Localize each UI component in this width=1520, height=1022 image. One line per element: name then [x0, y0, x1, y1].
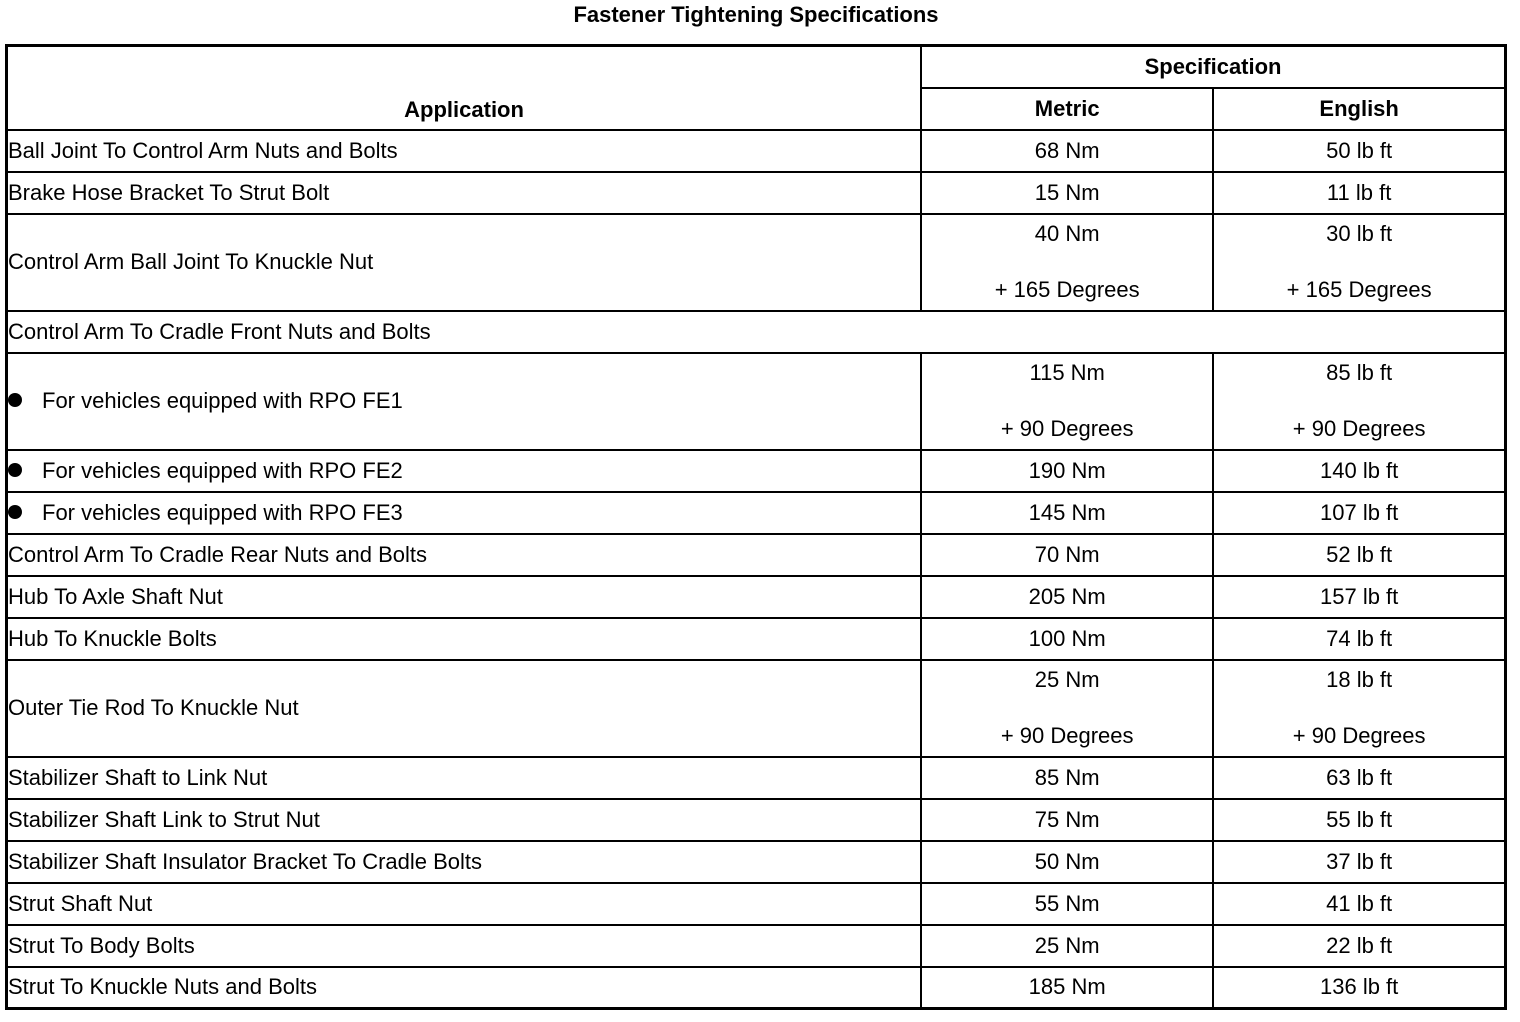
application-cell: Strut To Body Bolts — [7, 925, 922, 967]
english-cell: 74 lb ft — [1213, 618, 1505, 660]
english-cell: 140 lb ft — [1213, 450, 1505, 492]
english-cell: 11 lb ft — [1213, 172, 1505, 214]
metric-extra: + 90 Degrees — [1000, 416, 1134, 441]
table-row — [7, 967, 1506, 1009]
application-cell: Control Arm Ball Joint To Knuckle Nut — [7, 214, 922, 311]
application-cell: Stabilizer Shaft to Link Nut — [7, 757, 922, 799]
metric-cell: 25 Nm — [921, 925, 1213, 967]
header-application: Application — [7, 46, 922, 130]
english-value: 30 lb ft — [1326, 221, 1393, 246]
metric-cell: 205 Nm — [921, 576, 1213, 618]
header-row-top — [7, 46, 1506, 88]
application-cell — [7, 450, 922, 492]
english-extra: + 90 Degrees — [1292, 723, 1426, 748]
english-extra: + 90 Degrees — [1292, 416, 1426, 441]
english-cell — [1213, 660, 1505, 757]
bullet-icon — [8, 463, 22, 477]
application-cell: Strut Shaft Nut — [7, 883, 922, 925]
bullet-icon — [8, 393, 22, 407]
bullet-icon — [8, 505, 22, 519]
english-cell — [1213, 214, 1505, 311]
metric-cell: 190 Nm — [921, 450, 1213, 492]
metric-cell: 70 Nm — [921, 534, 1213, 576]
metric-cell: 15 Nm — [921, 172, 1213, 214]
metric-cell: 185 Nm — [921, 967, 1213, 1009]
header-metric: Metric — [921, 88, 1213, 130]
english-cell: 41 lb ft — [1213, 883, 1505, 925]
table-row — [7, 534, 1506, 576]
page-title: Fastener Tightening Specifications — [573, 2, 939, 27]
table-row — [7, 841, 1506, 883]
application-text: For vehicles equipped with RPO FE3 — [42, 499, 403, 525]
application-cell: Outer Tie Rod To Knuckle Nut — [7, 660, 922, 757]
table-row — [7, 618, 1506, 660]
english-cell: 136 lb ft — [1213, 967, 1505, 1009]
english-cell: 37 lb ft — [1213, 841, 1505, 883]
application-cell — [7, 492, 922, 534]
application-cell: Ball Joint To Control Arm Nuts and Bolts — [7, 130, 922, 172]
table-row — [7, 172, 1506, 214]
english-value: 85 lb ft — [1326, 360, 1393, 385]
table-row — [7, 492, 1506, 534]
metric-cell: 75 Nm — [921, 799, 1213, 841]
table-row — [7, 799, 1506, 841]
metric-extra: + 165 Degrees — [994, 277, 1140, 302]
table-row — [7, 353, 1506, 450]
english-cell: 22 lb ft — [1213, 925, 1505, 967]
english-cell: 55 lb ft — [1213, 799, 1505, 841]
english-extra: + 165 Degrees — [1286, 277, 1432, 302]
english-value: 18 lb ft — [1326, 667, 1393, 692]
table-row — [7, 883, 1506, 925]
metric-cell — [921, 660, 1213, 757]
application-cell: Stabilizer Shaft Link to Strut Nut — [7, 799, 922, 841]
metric-cell — [921, 214, 1213, 311]
table-row — [7, 214, 1506, 311]
application-cell — [7, 353, 922, 450]
metric-value: 25 Nm — [1034, 667, 1100, 692]
application-text: For vehicles equipped with RPO FE1 — [42, 388, 403, 413]
english-cell — [1213, 353, 1505, 450]
header-english: English — [1213, 88, 1505, 130]
metric-cell: 100 Nm — [921, 618, 1213, 660]
application-cell: Control Arm To Cradle Rear Nuts and Bolts — [7, 534, 922, 576]
metric-cell — [921, 353, 1213, 450]
metric-cell: 85 Nm — [921, 757, 1213, 799]
header-specification: Specification — [921, 46, 1505, 88]
application-cell: Brake Hose Bracket To Strut Bolt — [7, 172, 922, 214]
application-cell: Strut To Knuckle Nuts and Bolts — [7, 967, 922, 1009]
application-cell: Control Arm To Cradle Front Nuts and Bolts — [7, 311, 1506, 353]
metric-cell: 50 Nm — [921, 841, 1213, 883]
metric-cell: 68 Nm — [921, 130, 1213, 172]
table-row — [7, 660, 1506, 757]
english-cell: 107 lb ft — [1213, 492, 1505, 534]
metric-cell: 145 Nm — [921, 492, 1213, 534]
application-text: For vehicles equipped with RPO FE2 — [42, 457, 403, 483]
metric-value: 115 Nm — [1029, 360, 1105, 385]
table-row-group-header — [7, 311, 1506, 353]
table-row — [7, 130, 1506, 172]
table-row — [7, 576, 1506, 618]
english-cell: 157 lb ft — [1213, 576, 1505, 618]
application-cell: Stabilizer Shaft Insulator Bracket To Cradle Bolts — [7, 841, 922, 883]
english-cell: 50 lb ft — [1213, 130, 1505, 172]
english-cell: 52 lb ft — [1213, 534, 1505, 576]
english-cell: 63 lb ft — [1213, 757, 1505, 799]
table-row — [7, 925, 1506, 967]
application-cell: Hub To Knuckle Bolts — [7, 618, 922, 660]
table-row — [7, 757, 1506, 799]
table-row — [7, 450, 1506, 492]
application-cell: Hub To Axle Shaft Nut — [7, 576, 922, 618]
metric-value: 40 Nm — [1034, 221, 1100, 246]
fastener-spec-table — [5, 44, 1507, 1010]
metric-cell: 55 Nm — [921, 883, 1213, 925]
metric-extra: + 90 Degrees — [1000, 723, 1134, 748]
